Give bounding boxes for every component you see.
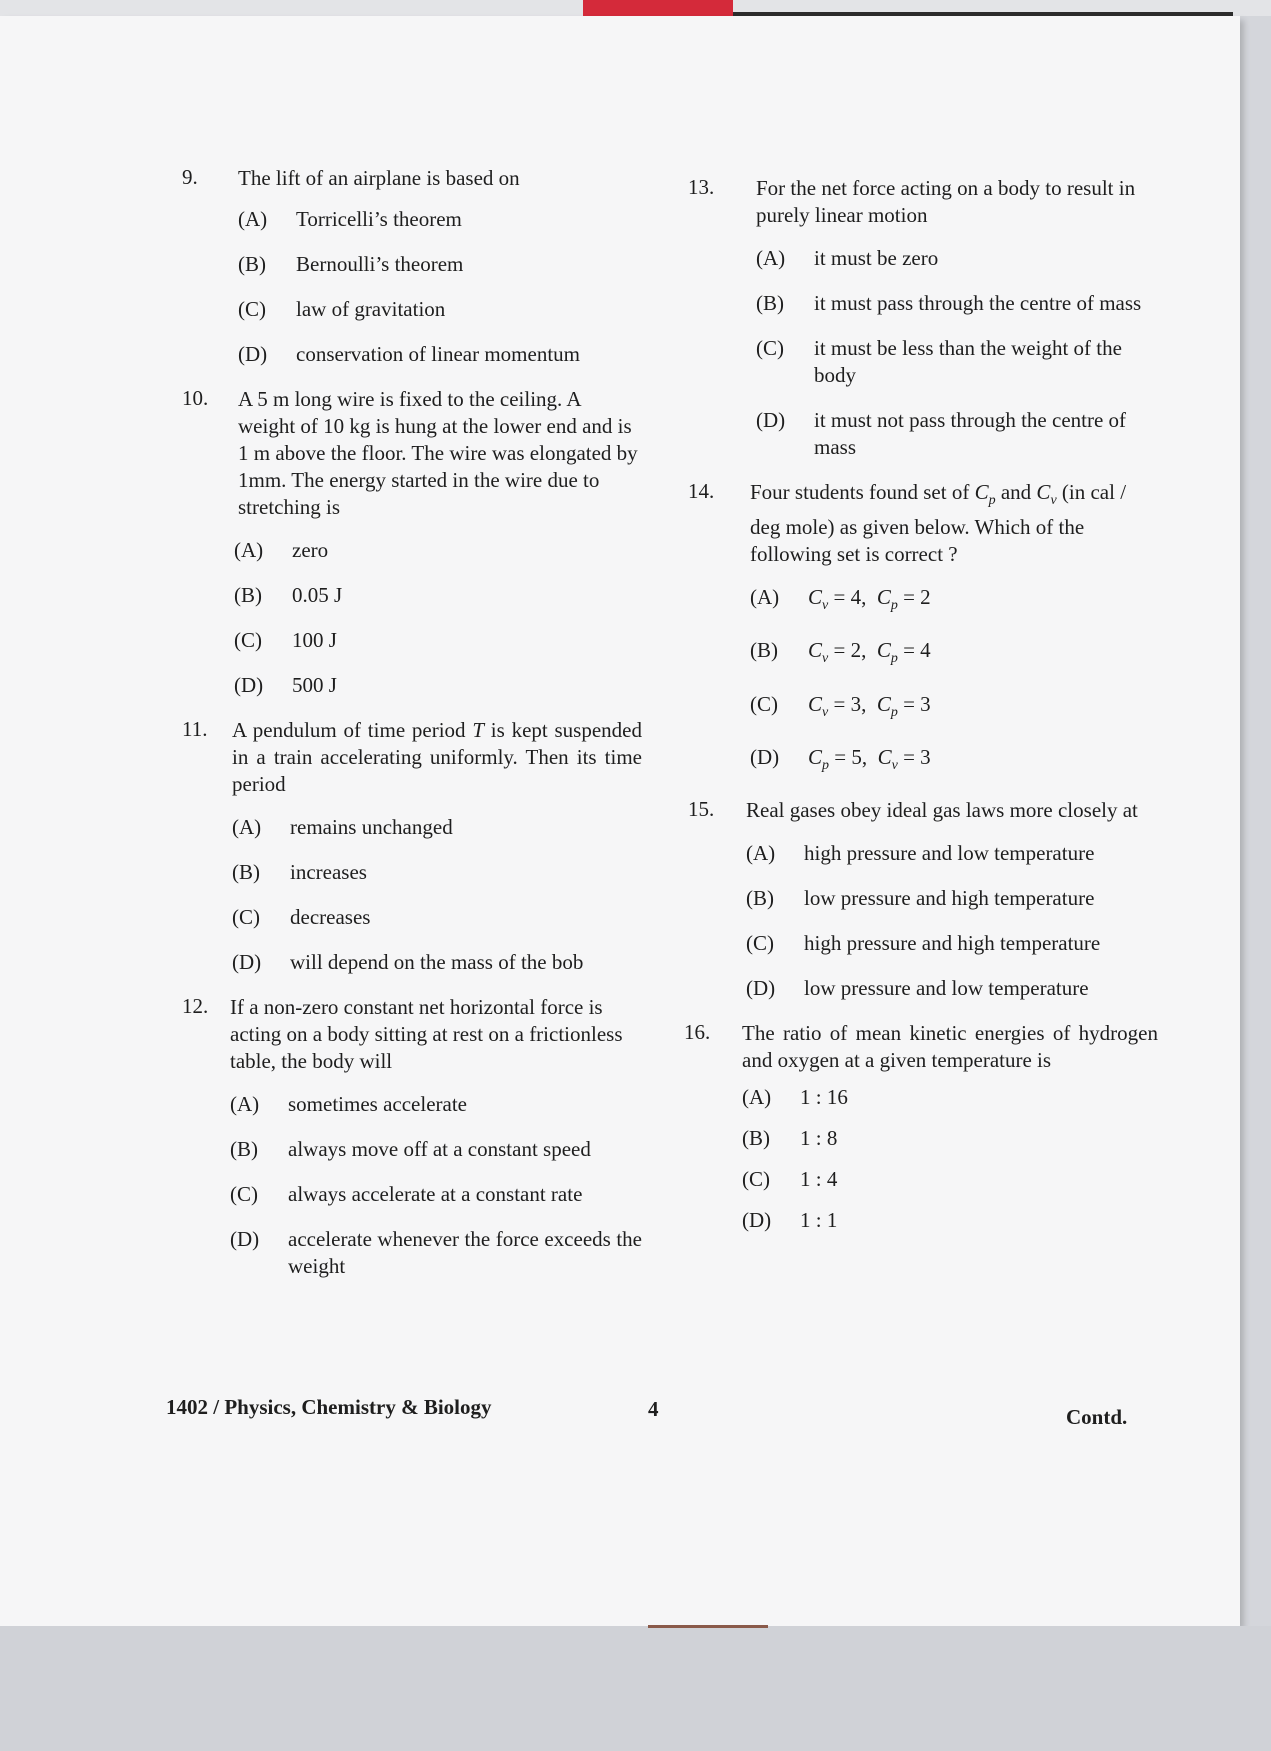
- left-column: [182, 165, 642, 1298]
- option-d: (D) conservation of linear momentum: [238, 342, 581, 366]
- question-number: 15.: [688, 796, 715, 821]
- option-a: (A) $C_v = 4$, $C_p = 2$: [750, 585, 931, 614]
- scan-bottom-area: [0, 1626, 1271, 1751]
- question-11: [182, 717, 642, 976]
- options-list: [746, 840, 1158, 1002]
- option-b: (B) 1 : 8: [742, 1125, 838, 1150]
- options-list: [230, 1091, 642, 1280]
- question-12: [182, 994, 642, 1280]
- option-a: (A) 1 : 16: [742, 1084, 848, 1109]
- option-b: (B) 0.05 J: [234, 583, 343, 607]
- question-stem: Four students found set of $C_p$ and $C_v$ (in cal / deg mole) as given below. Which of the following set is correct ?: [750, 480, 1127, 567]
- question-13: [688, 175, 1158, 461]
- question-number: 10.: [182, 386, 209, 410]
- option-d: (D) 1 : 1: [742, 1207, 838, 1232]
- options-list: [750, 584, 1158, 779]
- option-a: (A) Torricelli’s theorem: [238, 207, 462, 231]
- option-c: (C) decreases: [232, 905, 371, 929]
- option-c: (C) law of gravitation: [238, 297, 446, 321]
- question-15: [688, 797, 1158, 1002]
- question-number: 14.: [688, 479, 715, 503]
- question-stem: If a non-zero constant net horizontal force is acting on a body sitting at rest on a frictionless table, the body will: [230, 995, 623, 1073]
- option-b: (B) Bernoulli’s theorem: [238, 252, 464, 276]
- right-column: [684, 175, 1158, 1248]
- options-list: [234, 537, 642, 699]
- option-c: (C) 1 : 4: [742, 1166, 838, 1191]
- option-b: (B) increases: [232, 860, 367, 884]
- option-a: (A) zero: [234, 538, 329, 562]
- options-list: [232, 814, 642, 976]
- question-14: [688, 479, 1158, 779]
- option-d: (D) it must not pass through the centre of mass: [756, 408, 1127, 459]
- page-number: 4: [648, 1397, 659, 1421]
- variable-T: T: [472, 718, 485, 742]
- option-c: (C) it must be less than the weight of the body: [756, 336, 1122, 387]
- options-list: [756, 245, 1158, 461]
- option-a: (A) remains unchanged: [232, 815, 453, 839]
- option-d: (D) low pressure and low temperature: [746, 975, 1089, 1000]
- question-stem: Real gases obey ideal gas laws more closely at: [746, 797, 1138, 822]
- option-b: (B) it must pass through the centre of mass: [756, 291, 1142, 315]
- question-stem: The ratio of mean kinetic energies of hydrogen and oxygen at a given temperature is: [742, 1020, 1158, 1072]
- question-16: [684, 1019, 1158, 1234]
- option-a: (A) it must be zero: [756, 246, 939, 270]
- option-d: (D) 500 J: [234, 673, 337, 697]
- continued-label: Contd.: [1066, 1405, 1128, 1429]
- option-c: (C) always accelerate at a constant rate: [230, 1182, 583, 1206]
- question-number: 16.: [684, 1019, 711, 1044]
- option-b: (B) low pressure and high temperature: [746, 885, 1095, 910]
- option-a: (A) sometimes accelerate: [230, 1092, 467, 1116]
- option-d: (D) $C_p = 5$, $C_v = 3$: [750, 744, 931, 773]
- question-10: [182, 386, 642, 699]
- options-list: [742, 1084, 1158, 1234]
- question-stem: The lift of an airplane is based on: [238, 166, 520, 190]
- scan-bottom-mark: [648, 1625, 768, 1628]
- option-d: (D) accelerate whenever the force exceeds the weight: [230, 1227, 642, 1278]
- option-b: (B) $C_v = 2$, $C_p = 4$: [750, 638, 931, 667]
- question-number: 12.: [182, 994, 209, 1018]
- option-b: (B) always move off at a constant speed: [230, 1137, 591, 1161]
- question-stem: For the net force acting on a body to result in purely linear motion: [756, 176, 1136, 227]
- question-number: 9.: [182, 165, 198, 189]
- question-stem: A 5 m long wire is fixed to the ceiling. A weight of 10 kg is hung at the lower end and is 1 m above the floor. The wire was elongated by 1mm. The energy started in the wire due to stretching is: [238, 387, 638, 519]
- options-list: [238, 206, 642, 368]
- question-stem: A pendulum of time period T is kept suspended in a train accelerating uniformly. Then its time period: [232, 718, 642, 796]
- question-number: 13.: [688, 175, 715, 199]
- question-9: [182, 165, 642, 368]
- paper-code: 1402 / Physics, Chemistry & Biology: [166, 1395, 492, 1419]
- option-a: (A) high pressure and low temperature: [746, 840, 1095, 865]
- option-d: (D) will depend on the mass of the bob: [232, 950, 584, 974]
- option-c: (C) 100 J: [234, 628, 337, 652]
- option-c: (C) high pressure and high temperature: [746, 930, 1101, 955]
- question-number: 11.: [182, 717, 208, 741]
- option-c: (C) $C_v = 3$, $C_p = 3$: [750, 691, 931, 720]
